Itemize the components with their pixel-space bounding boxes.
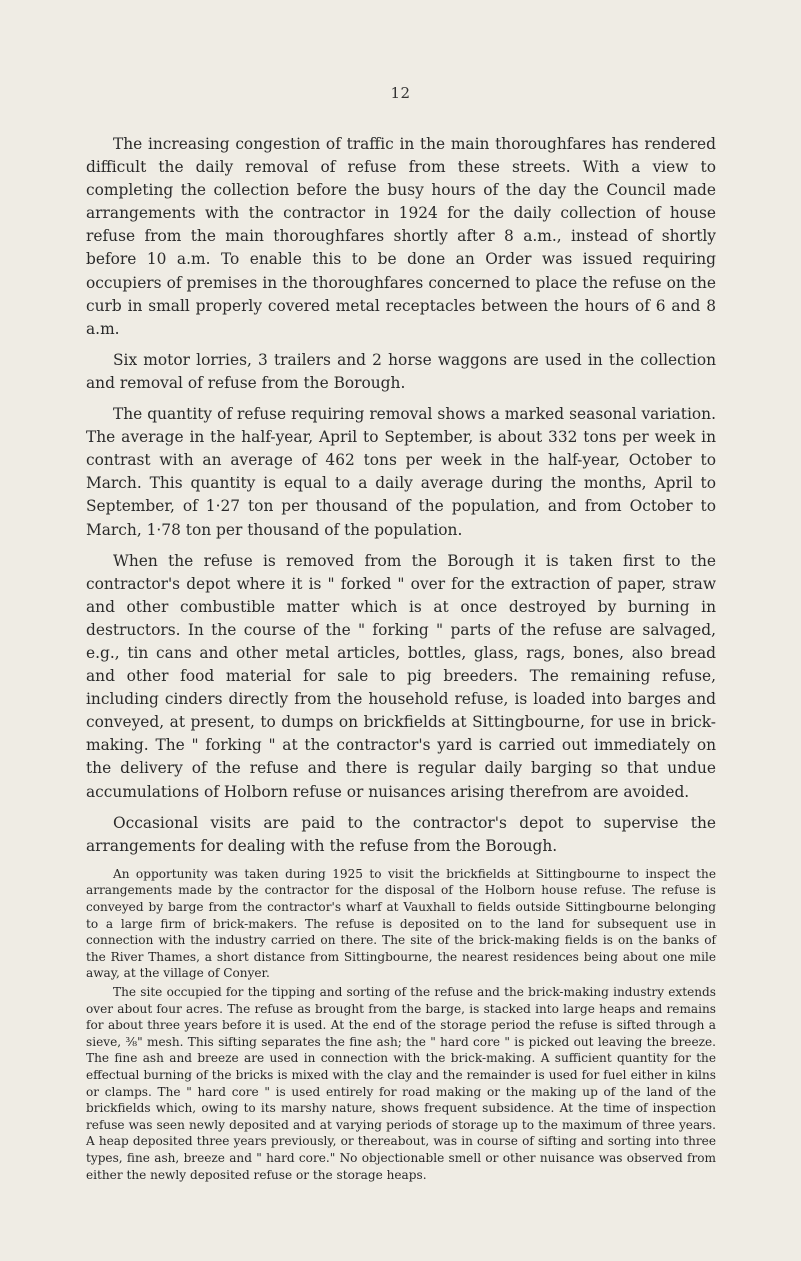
paragraph-seasonal-variation: The quantity of refuse requiring removal shows a marked seasonal variation. The average in the half-year, April to September, is about 332 tons per week in contrast with an average of 462 tons per week in the half-year, October to March. This quantity is equal to a daily average during the months, April to September, of 1·27 ton per thousand of the population, and from October to March, 1·78 ton per thousand of the population. <box>86 405 716 539</box>
page-number: 12 <box>390 84 411 102</box>
paragraph-refuse-disposal: When the refuse is removed from the Borough it is taken first to the contractor's depot where it is " forked " over for the extraction of paper, straw and other combustible matter which is at once destroyed by burning in destructors. In the course of the " forking " parts of the refuse are salvaged, e.g., tin cans and other metal articles, bottles, glass, rags, bones, also bread and other food material for sale to pig breeders. The remaining refuse, including cinders directly from the household refuse, is loaded into barges and conveyed, at present, to dumps on brickfields at Sittingbourne, for use in brick-making. The " forking " at the contractor's yard is carried out immediately on the delivery of the refuse and there is regular daily barging so that undue accumulations of Holborn refuse or nuisances arising therefrom are avoided. <box>86 551 716 801</box>
paragraph-vehicles: Six motor lorries, 3 trailers and 2 horse waggons are used in the collection and removal of refuse from the Borough. <box>86 350 716 392</box>
note-sittingbourne-visit: An opportunity was taken during 1925 to visit the brickfields at Sittingbourne to inspect the arrangements made by the contractor for the disposal of the Holborn house refuse. The refuse is conveyed by barge from the contractor's wharf at Vauxhall to fields outside Sittingbourne belonging to a large firm of brick-makers. The refuse is deposited on to the land for subsequent use in connection with the industry carried on there. The site of the brick-making fields is on the banks of the River Thames, a short distance from Sittingbourne, the nearest residences being about one mile away, at the village of Conyer. <box>86 866 716 981</box>
paragraph-traffic-congestion: The increasing congestion of traffic in the main thoroughfares has rendered difficult the daily removal of refuse from these streets. With a view to completing the collection before the busy hours of the day the Council made arrangements with the contractor in 1924 for the daily collection of house refuse from the main thoroughfares shortly after 8 a.m., instead of shortly before 10 a.m. To enable this to be done an Order was issued requiring occupiers of premises in the thoroughfares concerned to place the refuse on the curb in small properly covered metal receptacles between the hours of 6 and 8 a.m. <box>86 135 716 338</box>
body-text <box>86 133 716 1183</box>
paragraph-depot-visits: Occasional visits are paid to the contractor's depot to supervise the arrangements for dealing with the refuse from the Borough. <box>86 813 716 855</box>
note-tipping-and-sorting: The site occupied for the tipping and sorting of the refuse and the brick-making industry extends over about four acres. The refuse as brought from the barge, is stacked into large heaps and remains for about three years before it is used. At the end of the storage period the refuse is sifted through a sieve, ⅜" mesh. This sifting separates the fine ash; the " hard core " is picked out leaving the breeze. The fine ash and breeze are used in connection with the brick-making. A sufficient quantity for the effectual burning of the bricks is mixed with the clay and the remainder is used for fuel either in kilns or clamps. The " hard core " is used entirely for road making or the making up of the land of the brickfields which, owing to its marshy nature, shows frequent subsidence. At the time of inspection refuse was seen newly deposited and at varying periods of storage up to the maximum of three years. A heap deposited three years previously, or thereabout, was in course of sifting and sorting into three types, fine ash, breeze and " hard core." No objectionable smell or other nuisance was observed from either the newly deposited refuse or the storage heaps. <box>86 984 716 1182</box>
